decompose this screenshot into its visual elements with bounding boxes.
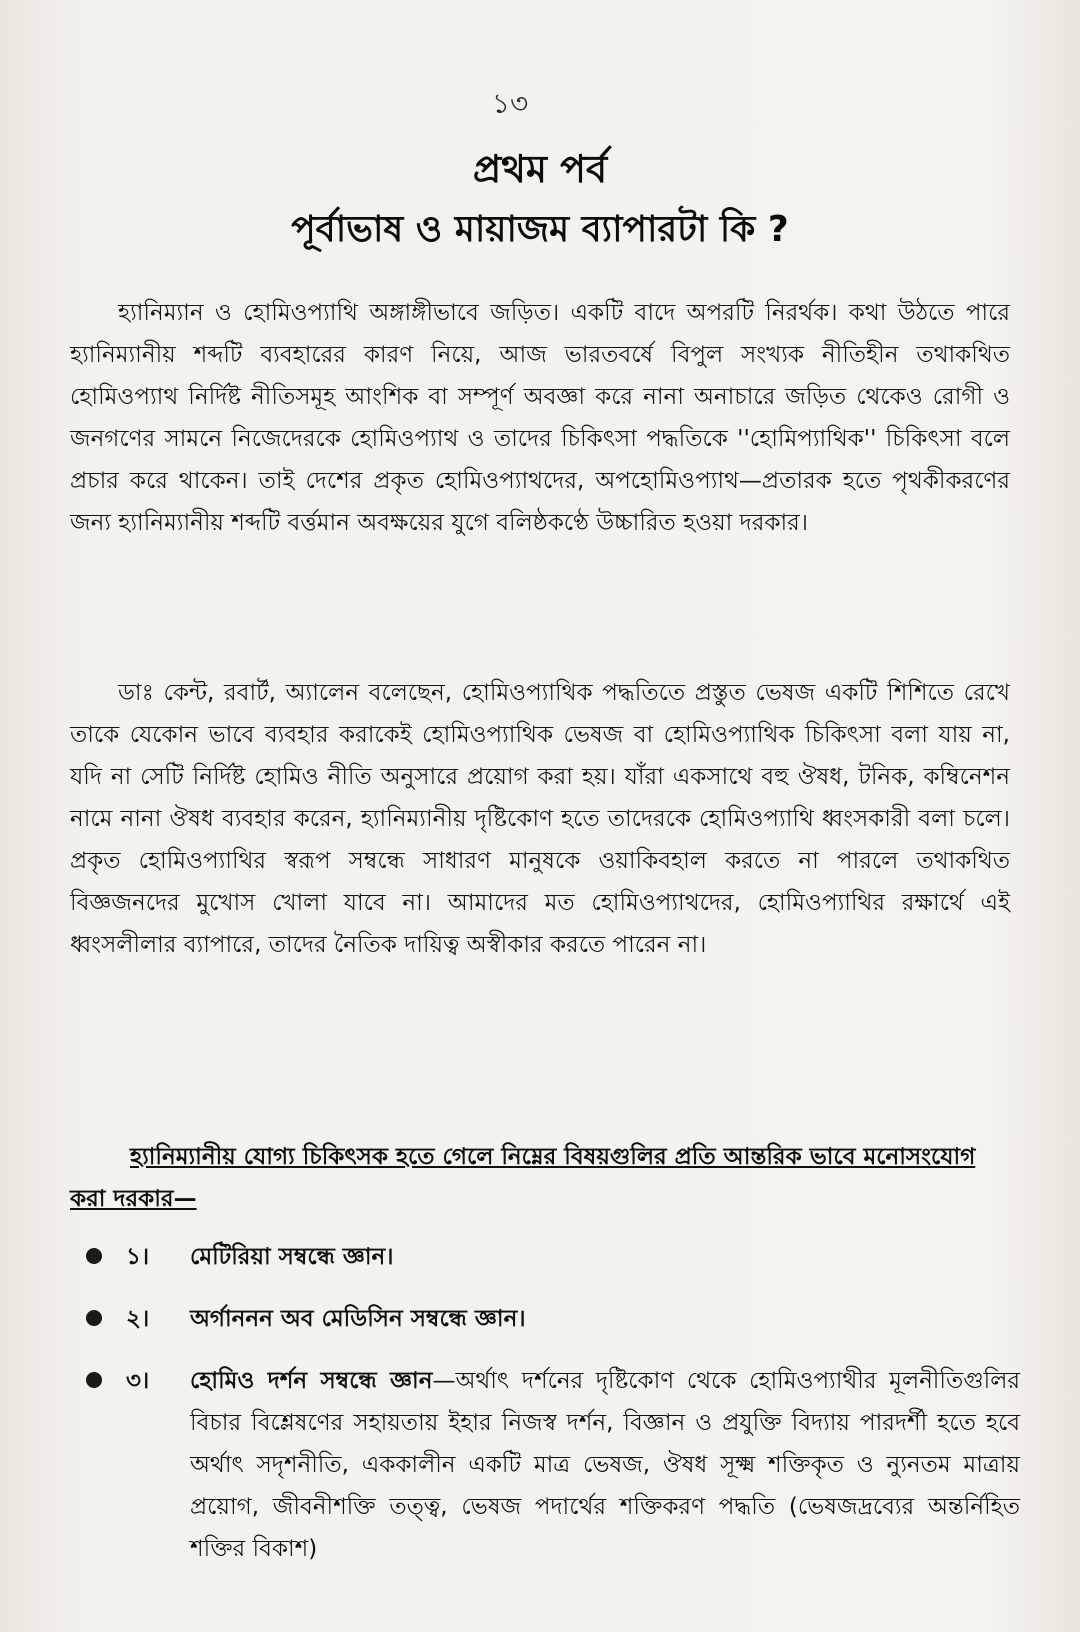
list-item-text [190,1298,1020,1340]
chapter-subtitle: পূর্বাভাষ ও মায়াজম ব্যাপারটা কি ? [291,209,789,250]
underlined-note: হ্যানিম্যানীয় যোগ্য চিকিৎসক হতে গেলে নিম্নের বিষয়গুলির প্রতি আন্তরিক ভাবে মনোসংযোগ করা দরকার— [70,1144,976,1212]
list-item-lead: হোমিও দর্শন সম্বন্ধে জ্ঞান [190,1368,433,1394]
list-item-number: ২। [126,1306,150,1332]
list-item-number: ৩। [126,1368,150,1394]
paragraph-2: ডাঃ কেন্ট, রবার্ট, অ্যালেন বলেছেন, হোমিওপ্যাথিক পদ্ধতিতে প্রস্তুত ভেষজ একটি শিশিতে রেখে তাকে যেকোন ভাবে ব্যবহার করাকেই হোমিওপ্যাথিক ভেষজ বা হোমিওপ্যাথিক চিকিৎসা বলা যায় না, যদি না সেটি নির্দিষ্ট হোমিও নীতি অনুসারে প্রয়োগ করা হয়। যাঁরা একসাথে বহু ঔষধ, টনিক, কম্বিনেশন নামে নানা ঔষধ ব্যবহার করেন, হ্যানিম্যানীয় দৃষ্টিকোণ হতে তাদেরকে হোমিওপ্যাথি ধ্বংসকারী বলা চলে। প্রকৃত হোমিওপ্যাথির স্বরূপ সম্বন্ধে সাধারণ মানুষকে ওয়াকিবহাল করতে না পারলে তথাকথিত বিজ্ঞজনদের মুখোস খোলা যাবে না। আমাদের মত হোমিওপ্যাথদের, হোমিওপ্যাথির রক্ষার্থে এই ধ্বংসলীলার ব্যাপারে, তাদের নৈতিক দায়িত্ব অস্বীকার করতে পারেন না। [70,680,1010,958]
page-number: ১৩ [491,87,529,120]
list-item-detail: —অর্থাৎ দর্শনের দৃষ্টিকোণ থেকে হোমিওপ্যাথীর মূলনীতিগুলির বিচার বিশ্লেষণের সহায়তায় ইহার নিজস্ব দর্শন, বিজ্ঞান ও প্রযুক্তি বিদ্যায় পারদর্শী হতে হবে অর্থাৎ সদৃশনীতি, এককালীন একটি মাত্র ভেষজ, ঔষধ সূক্ষ্ম শক্তিকৃত ও ন্যুনতম মাত্রায় প্রয়োগ, জীবনীশক্তি তত্ত্ব, ভেষজ পদার্থের শক্তিকরণ পদ্ধতি (ভেষজদ্রব্যের অন্তর্নিহিত শক্তির বিকাশ) [190,1368,1020,1562]
list-item [70,1298,1020,1340]
bullet-icon [86,1248,102,1264]
requirements-list [70,1236,1020,1590]
list-item-text [190,1236,1020,1278]
chapter-title: প্রথম পর্ব [472,147,608,191]
paragraph-1: হ্যানিম্যান ও হোমিওপ্যাথি অঙ্গাঙ্গীভাবে জড়িত। একটি বাদে অপরটি নিরর্থক। কথা উঠতে পারে হ্যানিম্যানীয় শব্দটি ব্যবহারের কারণ নিয়ে, আজ ভারতবর্ষে বিপুল সংখ্যক নীতিহীন তথাকথিত হোমিওপ্যাথ নির্দিষ্ট নীতিসমূহ আংশিক বা সম্পূর্ণ অবজ্ঞা করে নানা অনাচারে জড়িত থেকেও রোগী ও জনগণের সামনে নিজেদেরকে হোমিওপ্যাথ ও তাদের চিকিৎসা পদ্ধতিকে ''হোমিপ্যাথিক'' চিকিৎসা বলে প্রচার করে থাকেন। তাই দেশের প্রকৃত হোমিওপ্যাথদের, অপহোমিওপ্যাথ—প্রতারক হতে পৃথকীকরণের জন্য হ্যানিম্যানীয় শব্দটি বর্ত্তমান অবক্ষয়ের যুগে বলিষ্ঠকণ্ঠে উচ্চারিত হওয়া দরকার। [70,300,1010,536]
list-item-lead: অর্গাননন অব মেডিসিন সম্বন্ধে জ্ঞান। [190,1306,526,1332]
list-item [70,1236,1020,1278]
list-item-text [190,1360,1020,1570]
list-item-lead: মেটিরিয়া সম্বন্ধে জ্ঞান। [190,1244,394,1270]
bullet-icon [86,1372,102,1388]
bullet-icon [86,1310,102,1326]
list-item [70,1360,1020,1570]
list-item-number: ১। [126,1244,150,1270]
